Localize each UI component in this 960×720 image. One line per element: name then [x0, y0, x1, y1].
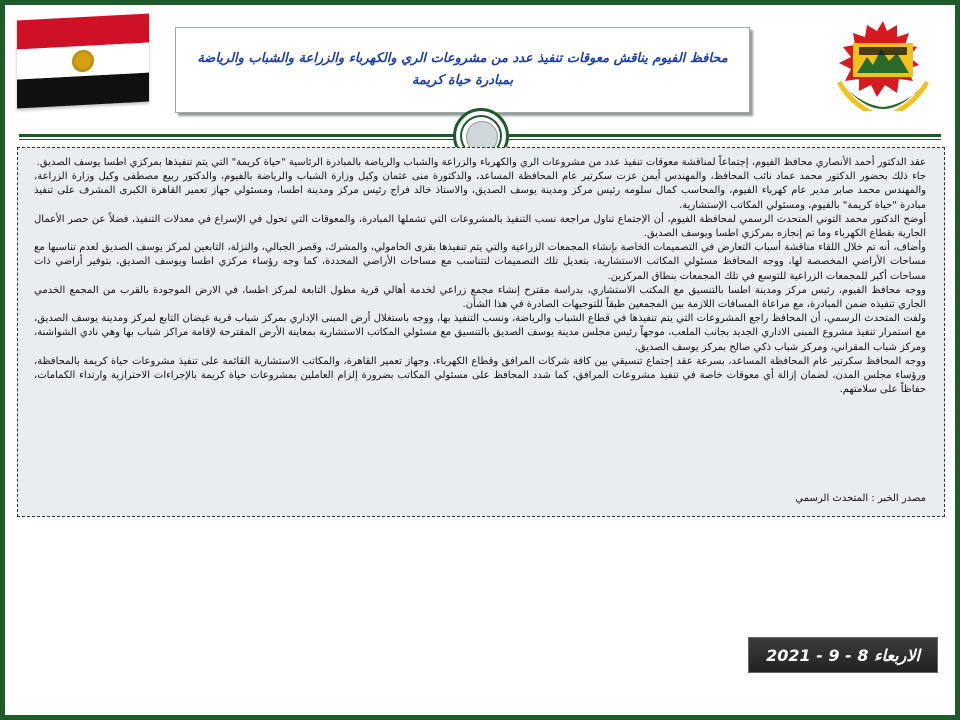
- article-panel: [17, 147, 945, 517]
- article-paragraph: ووجه محافظ الفيوم، رئيس مركز ومدينة اطسا بالتنسيق مع المكتب الاستشاري، بدراسة مقترح إنشاء مجمع زراعي لخدمة أهالي قرية مطول التابعة لمركز اطسا، في الارض الموجودة بالقرب من المجمع الخدمي الجاري تنفيذه ضمن المبادرة، مع مراعاة المسافات اللازمة بين المجمعين طبقاً للتوجيهات الصادرة في هذا الشأن.: [34, 284, 926, 311]
- date-label: الاربعاء 8 - 9 - 2021: [766, 645, 920, 665]
- article-paragraph: ولفت المتحدث الرسمي، أن المحافظ راجع المشروعات التي يتم تنفيذها في قطاع الشباب والرياضة، ونسب التنفيذ بها، ووجه باستغلال أرض المبنى الإداري بمركز شباب قرية غيضان التابع لمركز ومدينة يوسف الصديق، مع استمرار تنفيذ مشروع المبنى الاداري الجديد بجانب الملعب، موجهاً رئيس مجلس مدينة يوسف الصديق بالتنسيق مع مسئولي المكاتب الاستشارية بمعاينة الأرض المقترحة لإقامة مراكز شباب بها وهي نادي الشواشنة، ومركز شباب المقراني، ومركز شباب ذكي صالح بمركز يوسف الصديق.: [34, 313, 926, 353]
- article-paragraph: أوضح الدكتور محمد التوني المتحدث الرسمي لمحافظة الفيوم، أن الإجتماع تناول مراجعة نسب التنفيذ بالمشروعات التي تشملها المبادرة، والمعوقات التي تحول في الإسراع في معدلات التنفيذ، فضلاً عن حصر الأعمال الجارية بقطاع الكهرباء وما تم إنجازه بمركزي اطسا ويوسف الصديق.: [34, 213, 926, 240]
- egypt-flag-icon: [17, 14, 149, 109]
- headline: محافظ الفيوم يناقش معوقات تنفيذ عدد من مشروعات الري والكهرباء والزراعة والشباب والرياضة بمبادرة حياة كريمة: [197, 51, 728, 88]
- article-paragraph: وأضاف، أنه تم خلال اللقاء مناقشة أسباب التعارض في التصميمات الخاصة بإنشاء المجمعات الزراعية والتي يتم تنفيذها بقرى الحامولي، والمشرك، وقصر الجبالي، والنزلة، التابعين لمركز يوسف الصديق لعدم تناسبها مع مساحات الأراضي المخصصة لها، ووجه المحافظ مسئولي المكاتب الاستشارية، بتعديل تلك التصميمات لتتناسب مع مساحات الأراضي المحددة، كما وجه رؤساء مركزي اطسا ويوسف الصديق، بتوفير أراضي ذات مساحات أكبر للمجمعات الزراعية للتوسع في تلك المجمعات بنطاق المركزين.: [34, 242, 926, 282]
- news-source: مصدر الخبر : المتحدث الرسمي: [795, 493, 926, 504]
- eagle-emblem-icon: [72, 49, 94, 72]
- article-paragraph: ووجه المحافظ سكرتير عام المحافظة المساعد، بسرعة عقد إجتماع تنسيقي بين كافة شركات المرافق وقطاع الكهرباء، وجهاز تعمير القاهرة، والمكاتب الاستشارية القائمة على تنفيذ مشروعات حياة كريمة بالمحافظة، ورؤساء مجلس المدن، لضمان إزالة أي معوقات خاصة في تنفيذ مشروعات المرافق، كما شدد المحافظ على مسئولي المكاتب بضرورة إلزام العاملين بمشروعات حياة كريمة بالإجراءات الاحترازية وارتداء الكمامات، حفاظاً على سلامتهم.: [34, 355, 926, 396]
- slide: [5, 5, 955, 715]
- fayoum-governorate-logo-icon: [823, 17, 943, 115]
- date-badge: [748, 637, 938, 673]
- article-body: [34, 156, 926, 397]
- headline-box: [175, 27, 750, 113]
- article-paragraph: جاء ذلك بحضور الدكتور محمد عماد نائب المحافظ، والمهندس أيمن عزت سكرتير عام المحافظة المساعد، والدكتورة منى عثمان وكيل وزارة الشباب والرياضة بالفيوم، والدكتور ربيع مصطفى وكيل وزارة الزراعة، والمهندس محمد صابر مدير عام كهرباء الفيوم، والمحاسب كمال سلومه رئيس مركز ومدينة يوسف الصديق، والاستاذ خالد فراج رئيس مركز ومدينة اطسا، ومسئولي جهاز تعمير القاهرة الكبرى المشرف على تنفيذ مبادرة "حياة كريمة" بالفيوم، ومسئولي المكاتب الإستشارية.: [34, 171, 926, 211]
- article-paragraph: عقد الدكتور أحمد الأنصاري محافظ الفيوم، إجتماعاً لمناقشة معوقات تنفيذ عدد من مشروعات الري والكهرباء والزراعة والشباب والرياضة بالمبادرة الرئاسية "حياة كريمة" التي يتم تنفيذها بمركزي اطسا يوسف الصديق.: [36, 157, 926, 168]
